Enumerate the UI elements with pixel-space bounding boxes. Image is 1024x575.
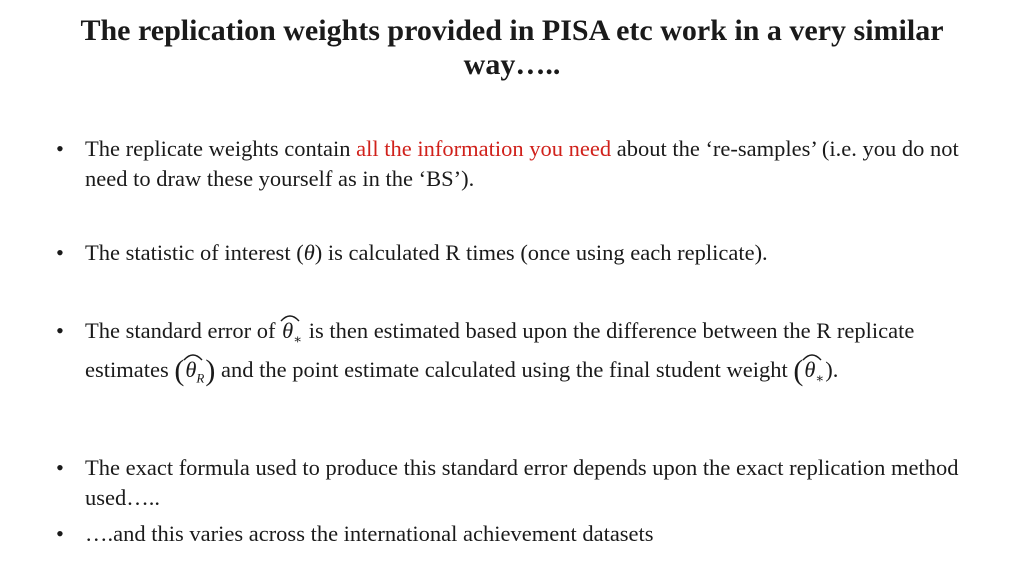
- theta-symbol: θ: [185, 356, 197, 382]
- bullet-text-part: The standard error of: [85, 318, 282, 343]
- bullet-text: [85, 316, 986, 393]
- bullet-text-part: The statistic of interest (: [85, 240, 304, 265]
- theta-hat-star: [803, 355, 825, 394]
- bullet-text-part: about the ‘re-samples’ (i.e. you do not need to draw these yourself as in the ‘BS’).: [85, 136, 959, 191]
- bullet-marker: •: [56, 455, 64, 480]
- right-paren: ): [205, 353, 216, 387]
- theta-hat-star: [281, 316, 303, 355]
- bullet-text: [85, 134, 986, 194]
- theta-symbol: θ: [303, 240, 315, 265]
- bullet-replicate-weights: [56, 134, 986, 194]
- star-subscript: ∗: [293, 331, 303, 347]
- bullet-marker: •: [56, 318, 64, 343]
- bullet-marker: •: [56, 136, 64, 161]
- bullet-marker: •: [56, 240, 64, 265]
- bullet-text-part: and the point estimate calculated using the final student weight: [215, 356, 794, 382]
- hat-accent: [280, 313, 300, 322]
- bullet-text-part: ).: [825, 356, 839, 382]
- theta-symbol: θ: [804, 356, 816, 382]
- bullet-text-part: ) is calculated R times (once using each replicate).: [314, 240, 768, 265]
- hat-accent: [802, 352, 822, 361]
- left-paren: (: [174, 353, 185, 387]
- r-subscript: R: [196, 370, 205, 385]
- highlighted-text: all the information you need: [356, 136, 612, 161]
- bullet-marker: •: [56, 521, 64, 546]
- bullet-exact-formula: [56, 453, 986, 513]
- bullet-text: The exact formula used to produce this standard error depends upon the exact replication method used…..: [85, 455, 959, 510]
- theta-symbol: θ: [282, 318, 294, 343]
- bullet-text-part: The replicate weights contain: [85, 136, 357, 161]
- hat-accent: [183, 352, 203, 361]
- theta-hat-r: [184, 355, 205, 394]
- bullet-standard-error: [56, 316, 986, 393]
- bullet-text: ….and this varies across the international achievement datasets: [85, 521, 654, 546]
- bullet-text: [85, 238, 986, 268]
- bullet-varies-across-datasets: [56, 519, 986, 549]
- bullet-statistic-of-interest: [56, 238, 986, 268]
- left-paren: (: [793, 353, 804, 387]
- slide-title: The replication weights provided in PISA etc work in a very similar way…..: [80, 14, 944, 81]
- star-subscript: ∗: [815, 370, 825, 385]
- bullet-text-part: is then estimated based upon the difference between the R replicate estimates: [85, 318, 915, 382]
